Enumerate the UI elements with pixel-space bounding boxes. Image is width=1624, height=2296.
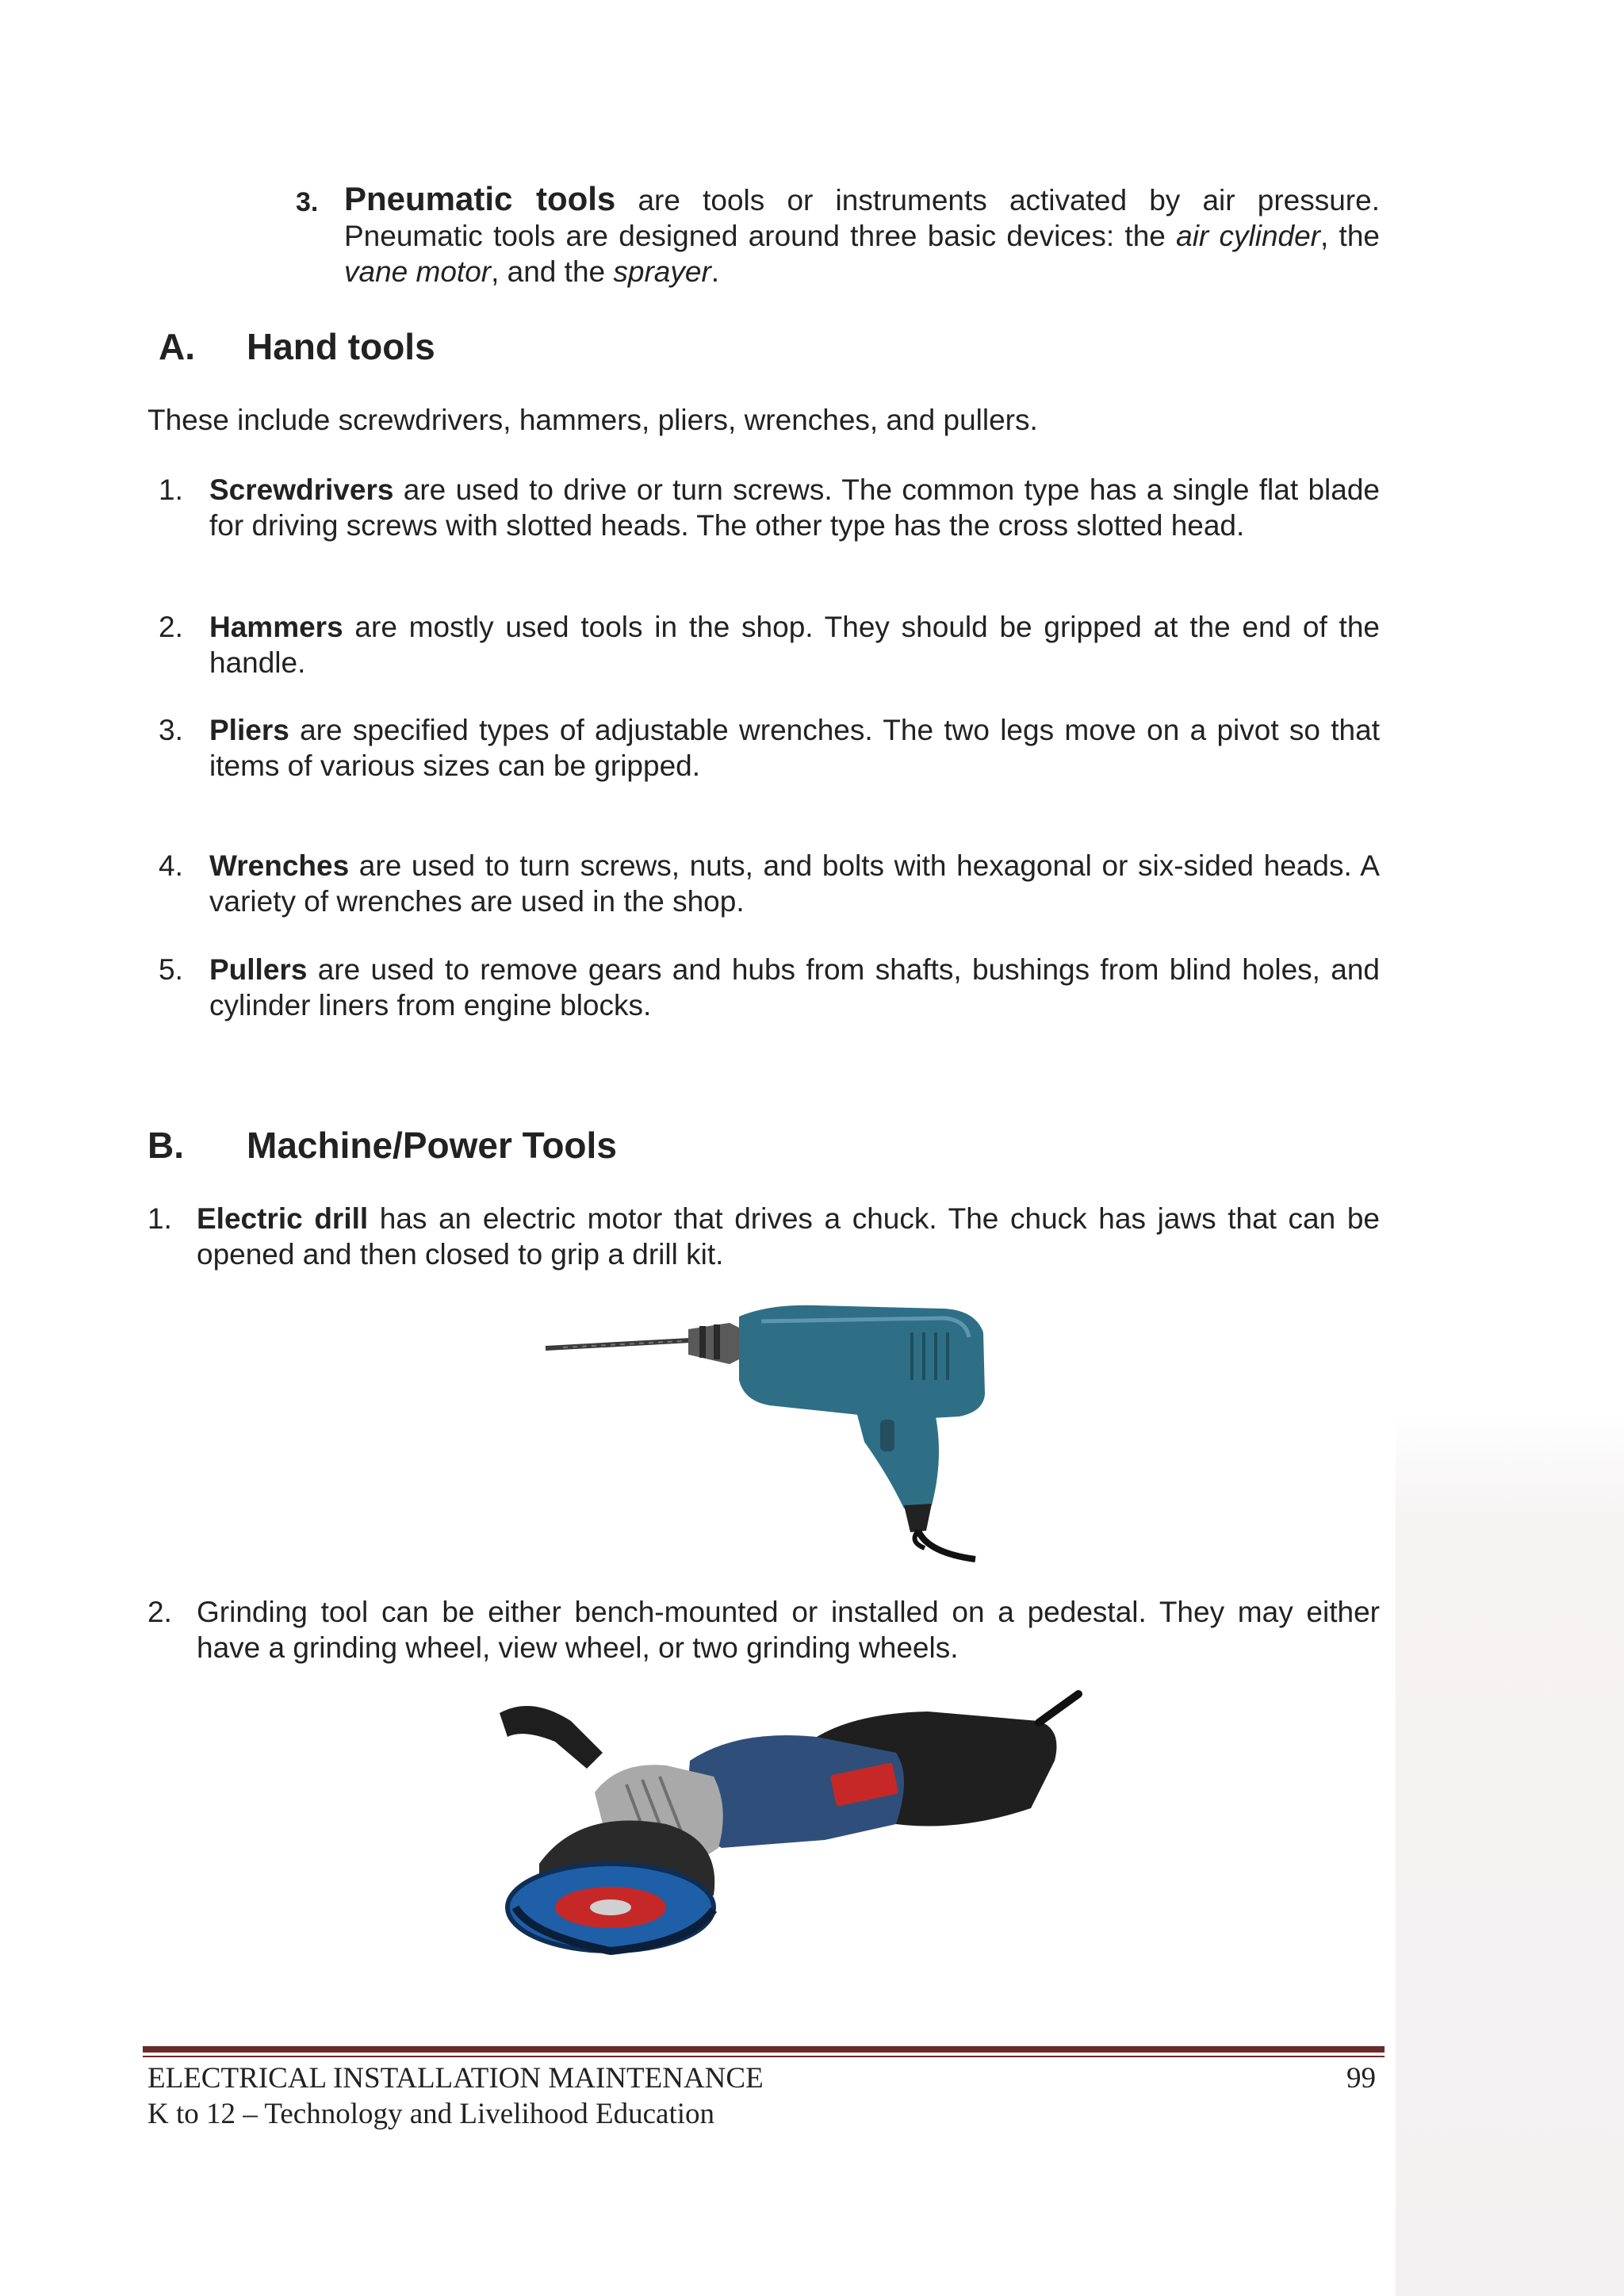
- hand-item-4: [209, 848, 1380, 919]
- angle-grinder-image: [484, 1689, 1086, 1991]
- footer-rule-thin: [143, 2056, 1385, 2057]
- pneumatic-text-3: , and the: [491, 255, 614, 288]
- pneumatic-em-3: sprayer: [613, 255, 711, 288]
- hand-item-3-number: 3.: [159, 714, 183, 746]
- hand-item-4-number: 4.: [159, 849, 183, 882]
- pneumatic-text-4: .: [710, 255, 720, 288]
- pneumatic-em-2: vane motor: [344, 255, 492, 288]
- hand-item-3-term: Pliers: [209, 714, 289, 746]
- pneumatic-item-text: [344, 181, 1380, 289]
- section-b-title: Machine/Power Tools: [247, 1125, 617, 1166]
- hand-item-4-term: Wrenches: [209, 849, 350, 882]
- electric-drill-image: [531, 1301, 1063, 1562]
- hand-item-1-term: Screwdrivers: [209, 473, 394, 506]
- hand-item-2-text: are mostly used tools in the shop. They should be gripped at the end of the handle.: [209, 611, 1380, 679]
- hand-item-3: [209, 712, 1380, 784]
- hand-item-1-text: are used to drive or turn screws. The common type has a single flat blade for driving screws with slotted heads. The other type has the cross slotted head.: [209, 473, 1380, 542]
- hand-item-1-number: 1.: [159, 473, 183, 506]
- hand-item-5-number: 5.: [159, 953, 183, 986]
- power-item-1-term: Electric drill: [197, 1202, 369, 1235]
- power-item-2-number: 2.: [147, 1596, 172, 1628]
- pneumatic-text-1: are tools or instruments activated by air pressure. Pneumatic tools are designed around three basic devices: the: [344, 184, 1380, 252]
- power-item-1: [197, 1201, 1380, 1272]
- power-item-1-text: has an electric motor that drives a chuck. The chuck has jaws that can be opened and then closed to grip a drill kit.: [197, 1202, 1380, 1271]
- section-a-title: Hand tools: [247, 326, 435, 367]
- hand-item-2: [209, 609, 1380, 680]
- hand-item-2-number: 2.: [159, 611, 183, 643]
- hand-item-2-term: Hammers: [209, 611, 343, 643]
- scan-shadow: [1396, 1412, 1624, 2296]
- hand-item-5: [209, 952, 1380, 1023]
- section-a-letter: A.: [159, 326, 195, 367]
- power-item-2-text: Grinding tool can be either bench-mounted or installed on a pedestal. They may either have a grinding wheel, view wheel, or two grinding wheels.: [197, 1596, 1380, 1664]
- pneumatic-em-1: air cylinder: [1176, 220, 1321, 252]
- power-item-1-number: 1.: [147, 1202, 172, 1235]
- footer-subtitle: K to 12 – Technology and Livelihood Education: [147, 2098, 715, 2130]
- power-item-2: [197, 1594, 1380, 1665]
- hand-item-5-term: Pullers: [209, 953, 308, 986]
- hand-item-3-text: are specified types of adjustable wrenches. The two legs move on a pivot so that items of various sizes can be gripped.: [209, 714, 1380, 782]
- footer-rule-thick: [143, 2046, 1385, 2053]
- section-b-letter: B.: [147, 1125, 184, 1166]
- pneumatic-item-number: 3.: [296, 187, 319, 217]
- footer-page-number: 99: [1346, 2062, 1376, 2095]
- hand-item-4-text: are used to turn screws, nuts, and bolts with hexagonal or six-sided heads. A variety of wrenches are used in the shop.: [209, 849, 1380, 918]
- hand-item-5-text: are used to remove gears and hubs from shafts, bushings from blind holes, and cylinder liners from engine blocks.: [209, 953, 1380, 1022]
- footer-title: ELECTRICAL INSTALLATION MAINTENANCE: [147, 2062, 764, 2095]
- pneumatic-term: Pneumatic tools: [344, 180, 616, 217]
- hand-item-1: [209, 472, 1380, 543]
- section-a-intro: These include screwdrivers, hammers, pliers, wrenches, and pullers.: [147, 404, 1038, 436]
- pneumatic-text-2: , the: [1320, 220, 1380, 252]
